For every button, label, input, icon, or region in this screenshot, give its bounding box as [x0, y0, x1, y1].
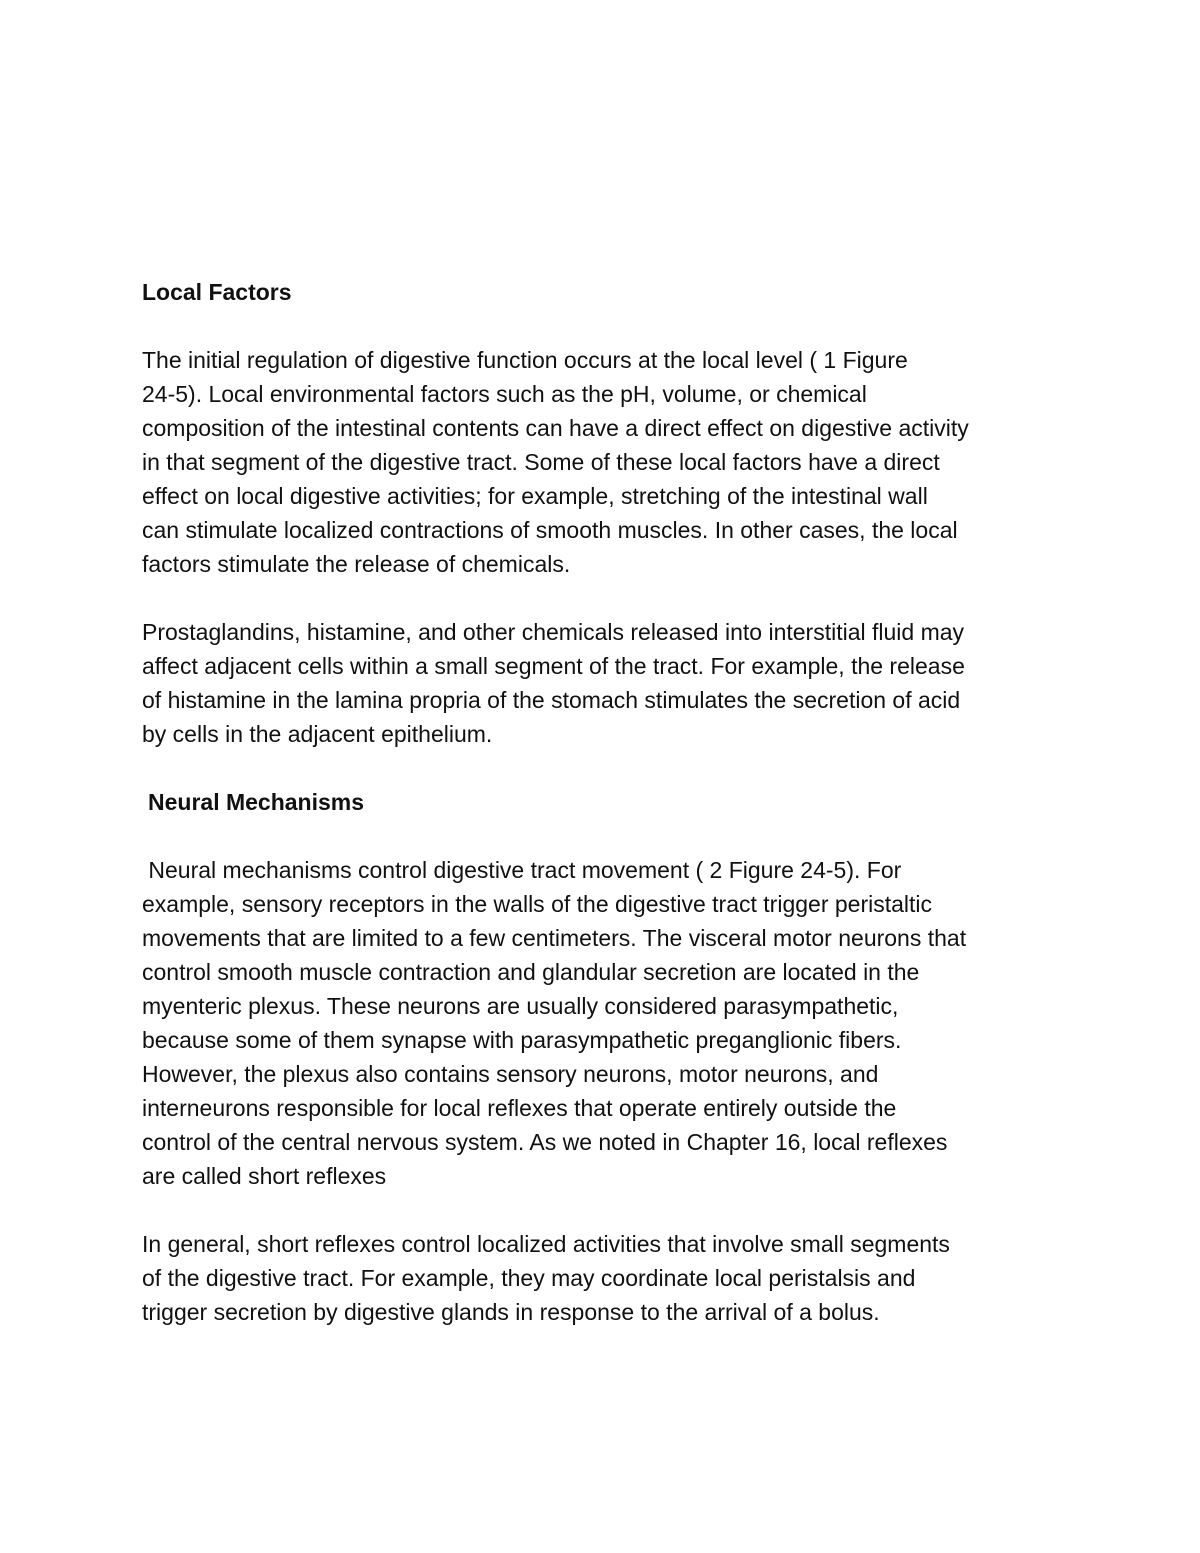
- text-line: The initial regulation of digestive function occurs at the local level ( 1 Figure: [142, 347, 908, 373]
- text-line: control of the central nervous system. As we noted in Chapter 16, local reflexes: [142, 1129, 948, 1155]
- text-line: by cells in the adjacent epithelium.: [142, 721, 493, 747]
- text-line: of the digestive tract. For example, they may coordinate local peristalsis and: [142, 1265, 916, 1291]
- text-line: interneurons responsible for local reflexes that operate entirely outside the: [142, 1095, 897, 1121]
- section-heading-neural-mechanisms: Neural Mechanisms: [148, 789, 365, 815]
- spacer: [142, 1193, 1072, 1227]
- paragraph-local-factors-2: [142, 615, 1072, 751]
- spacer: [142, 751, 1072, 785]
- text-line: are called short reflexes: [142, 1163, 387, 1189]
- text-line: control smooth muscle contraction and glandular secretion are located in the: [142, 959, 920, 985]
- spacer: [142, 581, 1072, 615]
- text-line: myenteric plexus. These neurons are usually considered parasympathetic,: [142, 993, 899, 1019]
- text-line: However, the plexus also contains sensory neurons, motor neurons, and: [142, 1061, 879, 1087]
- text-line: affect adjacent cells within a small segment of the tract. For example, the release: [142, 653, 965, 679]
- text-line: example, sensory receptors in the walls of the digestive tract trigger peristaltic: [142, 891, 933, 917]
- spacer: [142, 309, 1072, 343]
- document-body: [142, 275, 1072, 1329]
- text-line: Neural mechanisms control digestive tract movement ( 2 Figure 24-5). For: [142, 857, 902, 883]
- text-line: composition of the intestinal contents can have a direct effect on digestive activity: [142, 415, 969, 441]
- text-line: of histamine in the lamina propria of the stomach stimulates the secretion of acid: [142, 687, 961, 713]
- text-line: in that segment of the digestive tract. Some of these local factors have a direct: [142, 449, 940, 475]
- text-line: because some of them synapse with parasympathetic preganglionic fibers.: [142, 1027, 902, 1053]
- text-line: can stimulate localized contractions of smooth muscles. In other cases, the local: [142, 517, 958, 543]
- text-line: Prostaglandins, histamine, and other chemicals released into interstitial fluid may: [142, 619, 965, 645]
- text-line: effect on local digestive activities; for example, stretching of the intestinal wall: [142, 483, 928, 509]
- paragraph-neural-mechanisms-1: [142, 853, 1072, 1193]
- spacer: [142, 819, 1072, 853]
- text-line: 24-5). Local environmental factors such as the pH, volume, or chemical: [142, 381, 867, 407]
- text-line: trigger secretion by digestive glands in response to the arrival of a bolus.: [142, 1299, 880, 1325]
- text-line: In general, short reflexes control localized activities that involve small segments: [142, 1231, 950, 1257]
- paragraph-local-factors-1: [142, 343, 1072, 581]
- section-heading-local-factors: Local Factors: [142, 279, 292, 305]
- paragraph-neural-mechanisms-2: [142, 1227, 1072, 1329]
- text-line: factors stimulate the release of chemicals.: [142, 551, 571, 577]
- text-line: movements that are limited to a few centimeters. The visceral motor neurons that: [142, 925, 967, 951]
